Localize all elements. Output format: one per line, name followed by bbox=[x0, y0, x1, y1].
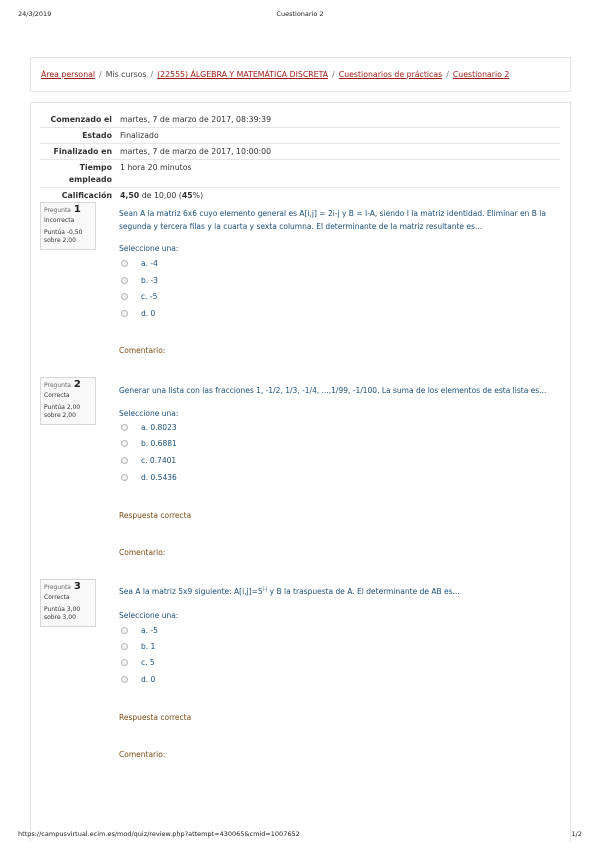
option-label: a. -4 bbox=[141, 258, 158, 268]
summary-value: Finalizado bbox=[120, 131, 159, 140]
option-label: b. -3 bbox=[141, 275, 159, 285]
answer-prompt: Seleccione una: bbox=[119, 409, 179, 418]
summary-value bbox=[116, 188, 560, 203]
print-date: 24/3/2019 bbox=[18, 10, 52, 18]
grade-score: 4,50 bbox=[120, 191, 140, 200]
radio-button[interactable] bbox=[121, 643, 128, 650]
breadcrumb-separator: / bbox=[332, 70, 335, 79]
answer-option[interactable] bbox=[121, 472, 177, 482]
summary-row-state bbox=[40, 127, 560, 143]
breadcrumb-home-link[interactable]: Área personal bbox=[41, 70, 96, 79]
option-label: c. 5 bbox=[141, 657, 155, 667]
grade-text-end: %) bbox=[192, 191, 204, 200]
radio-button[interactable] bbox=[121, 440, 128, 447]
answer-prompt: Seleccione una: bbox=[119, 244, 179, 253]
comment-label: Comentario: bbox=[119, 548, 166, 557]
grade-text: de 10,00 ( bbox=[141, 191, 182, 200]
answer-option[interactable] bbox=[121, 455, 177, 465]
grade-percent: 45 bbox=[181, 191, 193, 200]
attempt-summary-table bbox=[40, 112, 560, 203]
question-number bbox=[44, 206, 92, 215]
answer-prompt: Seleccione una: bbox=[119, 611, 179, 620]
breadcrumb bbox=[30, 57, 571, 92]
answer-option[interactable] bbox=[121, 422, 177, 432]
question-info-1 bbox=[40, 202, 96, 250]
summary-value: martes, 7 de marzo de 2017, 08:39:39 bbox=[120, 115, 272, 124]
print-header bbox=[18, 10, 582, 20]
option-label: d. 0.5436 bbox=[141, 472, 177, 482]
radio-button[interactable] bbox=[121, 424, 128, 431]
option-label: b. 0.6881 bbox=[141, 438, 177, 448]
option-label: b. 1 bbox=[141, 641, 156, 651]
comment-label: Comentario: bbox=[119, 750, 166, 759]
question-text-part: Sea A la matriz 5x9 siguiente: A[i,j]=5 bbox=[119, 587, 263, 596]
option-label: c. 0.7401 bbox=[141, 455, 177, 465]
question-text-part: y B la traspuesta de A. El determinante de AB es... bbox=[267, 587, 460, 596]
radio-button[interactable] bbox=[121, 676, 128, 683]
answer-option[interactable] bbox=[121, 275, 159, 285]
answer-option[interactable] bbox=[121, 674, 156, 684]
summary-label: Calificación bbox=[61, 191, 112, 200]
summary-label: Tiempo empleado bbox=[68, 163, 112, 184]
answer-option[interactable] bbox=[121, 657, 155, 667]
print-title: Cuestionario 2 bbox=[276, 10, 324, 18]
question-number bbox=[44, 381, 92, 390]
summary-label: Comenzado el bbox=[50, 115, 112, 124]
question-grade: Puntúa 2,00 sobre 2,00 bbox=[44, 404, 81, 419]
summary-row-finished bbox=[40, 143, 560, 159]
breadcrumb-separator: / bbox=[150, 70, 154, 79]
summary-value: 1 hora 20 minutos bbox=[120, 163, 192, 172]
question-grade: Puntúa 3,00 sobre 3,00 bbox=[44, 606, 81, 621]
breadcrumb-section-link[interactable]: Cuestionarios de prácticas bbox=[338, 70, 443, 79]
answer-option[interactable] bbox=[121, 641, 156, 651]
option-label: d. 0 bbox=[141, 674, 156, 684]
exponent: i-j bbox=[262, 586, 268, 593]
question-label: Pregunta bbox=[44, 584, 71, 591]
option-label: d. 0 bbox=[141, 308, 156, 318]
answer-option[interactable] bbox=[121, 308, 156, 318]
summary-row-grade bbox=[40, 187, 560, 203]
question-num: 3 bbox=[73, 581, 81, 592]
answer-option[interactable] bbox=[121, 291, 158, 301]
question-text: Generar una lista con las fracciones 1, -1/2, 1/3, -1/4, ...,1/99, -1/100. La suma de los elementos de esta lista es... bbox=[119, 386, 547, 395]
question-info-2 bbox=[40, 377, 96, 425]
summary-label: Estado bbox=[82, 131, 112, 140]
radio-button[interactable] bbox=[121, 260, 128, 267]
breadcrumb-courses: Mis cursos bbox=[105, 70, 147, 79]
question-num: 2 bbox=[73, 379, 81, 390]
question-grade: Puntúa -0,50 sobre 2,00 bbox=[44, 229, 83, 244]
feedback-text: Respuesta correcta bbox=[119, 713, 192, 722]
option-label: c. -5 bbox=[141, 291, 158, 301]
breadcrumb-course-link[interactable]: (22555) ÁLGEBRA Y MATEMÁTICA DISCRETA bbox=[157, 70, 329, 79]
question-state: Correcta bbox=[44, 594, 70, 601]
answer-option[interactable] bbox=[121, 438, 177, 448]
question-number bbox=[44, 583, 92, 592]
question-text bbox=[119, 585, 559, 598]
radio-button[interactable] bbox=[121, 310, 128, 317]
radio-button[interactable] bbox=[121, 627, 128, 634]
radio-button[interactable] bbox=[121, 474, 128, 481]
answer-option[interactable] bbox=[121, 625, 158, 635]
question-label: Pregunta bbox=[44, 207, 71, 214]
question-state: Incorrecta bbox=[44, 217, 75, 224]
question-state: Correcta bbox=[44, 392, 70, 399]
feedback-text: Respuesta correcta bbox=[119, 511, 192, 520]
breadcrumb-separator: / bbox=[446, 70, 449, 79]
option-label: a. 0.8023 bbox=[141, 422, 177, 432]
radio-button[interactable] bbox=[121, 457, 128, 464]
comment-label: Comentario: bbox=[119, 346, 166, 355]
summary-row-started bbox=[40, 112, 560, 127]
summary-label: Finalizado en bbox=[53, 147, 112, 156]
question-num: 1 bbox=[73, 204, 81, 215]
radio-button[interactable] bbox=[121, 293, 128, 300]
print-footer bbox=[18, 830, 582, 840]
summary-value: martes, 7 de marzo de 2017, 10:00:00 bbox=[120, 147, 272, 156]
breadcrumb-separator: / bbox=[99, 70, 102, 79]
radio-button[interactable] bbox=[121, 659, 128, 666]
print-url: https://campusvirtual.ecim.es/mod/quiz/review.php?attempt=430065&cmid=1007652 bbox=[18, 830, 300, 838]
summary-row-time bbox=[40, 159, 560, 187]
radio-button[interactable] bbox=[121, 277, 128, 284]
question-info-3 bbox=[40, 579, 96, 627]
print-page-number: 1/2 bbox=[571, 830, 582, 838]
breadcrumb-quiz-link[interactable]: Cuestionario 2 bbox=[452, 70, 510, 79]
answer-option[interactable] bbox=[121, 258, 158, 268]
question-text: Sean A la matriz 6x6 cuyo elemento general es A[i,j] = 2i-j y B = I-A, siendo I la matriz identidad. Eliminar en B la segunda y tercera filas y la cuarta y sexta columna. El determinante de la matriz resultante es... bbox=[119, 209, 546, 231]
option-label: a. -5 bbox=[141, 625, 158, 635]
question-label: Pregunta bbox=[44, 382, 71, 389]
